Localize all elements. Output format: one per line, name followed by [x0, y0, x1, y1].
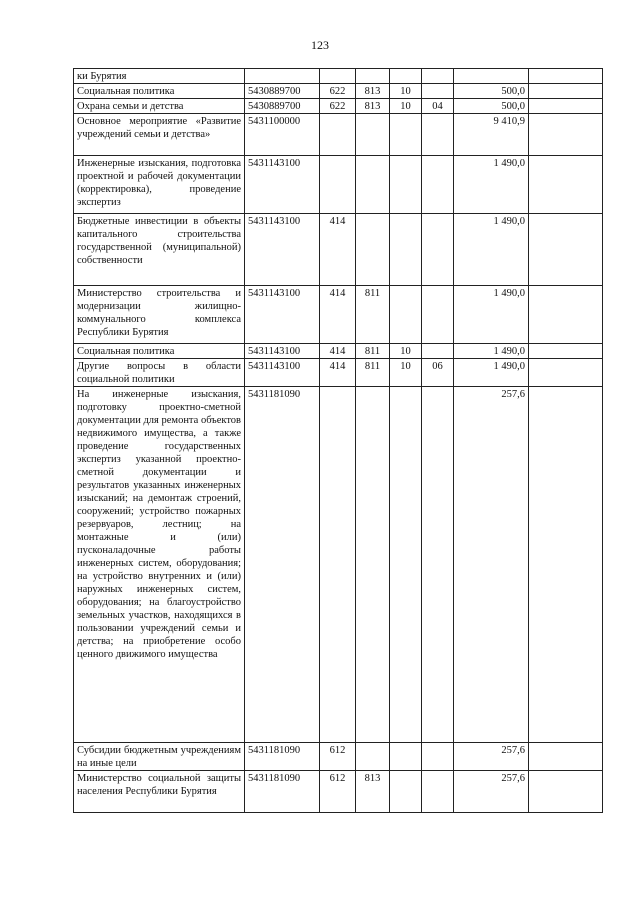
- row-pr: [422, 214, 454, 286]
- row-sum: 257,6: [454, 771, 529, 813]
- row-vr: 414: [320, 286, 356, 344]
- row-grbs: [356, 214, 390, 286]
- row-extra: [529, 387, 603, 743]
- row-code: 5431143100: [245, 359, 320, 387]
- row-code: [245, 69, 320, 84]
- row-rz: [390, 156, 422, 214]
- row-pr: [422, 84, 454, 99]
- table-row: [74, 771, 603, 813]
- row-pr: [422, 114, 454, 156]
- row-rz: [390, 214, 422, 286]
- row-sum: 500,0: [454, 84, 529, 99]
- row-sum: 257,6: [454, 387, 529, 743]
- row-code: 5431181090: [245, 387, 320, 743]
- row-rz: [390, 286, 422, 344]
- row-code: 5431181090: [245, 771, 320, 813]
- row-grbs: 813: [356, 771, 390, 813]
- row-rz: [390, 69, 422, 84]
- row-vr: [320, 69, 356, 84]
- row-sum: 1 490,0: [454, 156, 529, 214]
- row-name: Основное мероприятие «Развитие учреждений семьи и детства»: [74, 114, 245, 156]
- row-extra: [529, 743, 603, 771]
- row-sum: 1 490,0: [454, 344, 529, 359]
- row-pr: [422, 743, 454, 771]
- row-vr: 622: [320, 84, 356, 99]
- row-extra: [529, 286, 603, 344]
- row-rz: [390, 771, 422, 813]
- table-row: [74, 69, 603, 84]
- row-name: Другие вопросы в области социальной политики: [74, 359, 245, 387]
- row-code: 5431143100: [245, 286, 320, 344]
- row-code: 5431143100: [245, 156, 320, 214]
- row-vr: 622: [320, 99, 356, 114]
- row-extra: [529, 99, 603, 114]
- row-extra: [529, 359, 603, 387]
- table-row: [74, 99, 603, 114]
- row-rz: [390, 387, 422, 743]
- row-grbs: 813: [356, 99, 390, 114]
- table-row: [74, 387, 603, 743]
- row-extra: [529, 84, 603, 99]
- row-rz: 10: [390, 99, 422, 114]
- row-pr: [422, 344, 454, 359]
- table-row: [74, 286, 603, 344]
- row-rz: 10: [390, 344, 422, 359]
- row-rz: [390, 743, 422, 771]
- row-name: Охрана семьи и детства: [74, 99, 245, 114]
- row-rz: 10: [390, 84, 422, 99]
- row-vr: 414: [320, 344, 356, 359]
- row-name: Министерство строительства и модернизации жилищно-коммунального комплекса Республики Бурятия: [74, 286, 245, 344]
- row-grbs: [356, 743, 390, 771]
- row-vr: 414: [320, 359, 356, 387]
- row-pr: [422, 69, 454, 84]
- row-pr: [422, 771, 454, 813]
- row-code: 5431143100: [245, 214, 320, 286]
- table-row: [74, 359, 603, 387]
- row-grbs: [356, 156, 390, 214]
- row-name: Социальная политика: [74, 344, 245, 359]
- row-vr: 414: [320, 214, 356, 286]
- row-extra: [529, 69, 603, 84]
- row-vr: 612: [320, 771, 356, 813]
- row-code: 5430889700: [245, 84, 320, 99]
- row-vr: [320, 387, 356, 743]
- row-name: ки Бурятия: [74, 69, 245, 84]
- row-name: Инженерные изыскания, подготовка проектной и рабочей документации (корректировка), проведение экспертиз: [74, 156, 245, 214]
- table-row: [74, 214, 603, 286]
- budget-table: [73, 68, 603, 813]
- row-sum: 1 490,0: [454, 286, 529, 344]
- row-name: Социальная политика: [74, 84, 245, 99]
- row-rz: 10: [390, 359, 422, 387]
- row-sum: 9 410,9: [454, 114, 529, 156]
- row-extra: [529, 344, 603, 359]
- row-code: 5430889700: [245, 99, 320, 114]
- row-extra: [529, 156, 603, 214]
- row-name: Субсидии бюджетным учреждениям на иные цели: [74, 743, 245, 771]
- table-row: [74, 114, 603, 156]
- table-row: [74, 344, 603, 359]
- row-grbs: [356, 114, 390, 156]
- row-grbs: [356, 69, 390, 84]
- row-code: 5431181090: [245, 743, 320, 771]
- row-name: Министерство социальной защиты населения Республики Бурятия: [74, 771, 245, 813]
- row-grbs: 811: [356, 344, 390, 359]
- row-sum: 1 490,0: [454, 214, 529, 286]
- row-grbs: 811: [356, 359, 390, 387]
- page-number: 123: [311, 38, 329, 52]
- row-sum: 1 490,0: [454, 359, 529, 387]
- row-grbs: [356, 387, 390, 743]
- row-grbs: 813: [356, 84, 390, 99]
- row-code: 5431143100: [245, 344, 320, 359]
- row-rz: [390, 114, 422, 156]
- row-extra: [529, 114, 603, 156]
- row-vr: [320, 156, 356, 214]
- row-vr: [320, 114, 356, 156]
- row-name: Бюджетные инвестиции в объекты капитального строительства государственной (муниципальной) собственности: [74, 214, 245, 286]
- row-pr: 06: [422, 359, 454, 387]
- row-sum: [454, 69, 529, 84]
- table-row: [74, 743, 603, 771]
- row-name: На инженерные изыскания, подготовку проектно-сметной документации для ремонта объектов недвижимого имущества, а также проведение государственных экспертиз указанной проектно-сметной документации и результатов указанных инженерных изысканий; на демонтаж строений, сооружений; устройство пожарных резервуаров, лестниц; на монтажные и (или) пусконаладочные работы инженерных систем, оборудования; на устройство внутренних и (или) наружных инженерных систем, оборудования; на благоустройство земельных участков, находящихся в пользовании учреждений семьи и детства; на приобретение особо ценного движимого имущества: [74, 387, 245, 743]
- row-sum: 257,6: [454, 743, 529, 771]
- table-row: [74, 156, 603, 214]
- row-pr: [422, 387, 454, 743]
- row-sum: 500,0: [454, 99, 529, 114]
- row-pr: [422, 156, 454, 214]
- row-extra: [529, 771, 603, 813]
- row-vr: 612: [320, 743, 356, 771]
- row-pr: 04: [422, 99, 454, 114]
- row-extra: [529, 214, 603, 286]
- row-grbs: 811: [356, 286, 390, 344]
- row-pr: [422, 286, 454, 344]
- row-code: 5431100000: [245, 114, 320, 156]
- table-row: [74, 84, 603, 99]
